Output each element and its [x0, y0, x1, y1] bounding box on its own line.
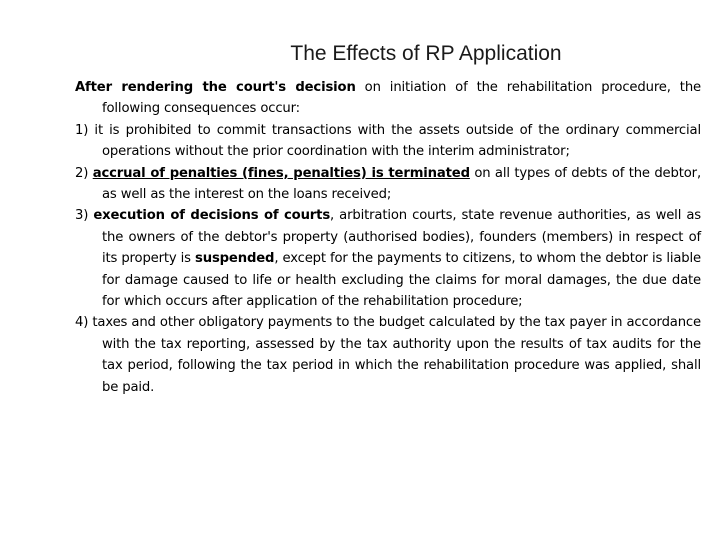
list-item-3 — [75, 205, 701, 312]
list-item-1 — [75, 120, 701, 163]
item-2-emphasis: accrual of penalties (fines, penalties) is terminated — [92, 165, 470, 181]
item-2-number: 2) — [75, 165, 93, 181]
item-2-rest: on all types of debts of the debtor, as well as the interest on the loans received; — [102, 165, 701, 203]
intro-paragraph — [75, 77, 701, 120]
item-3-emphasis-2: suspended — [195, 251, 275, 267]
item-3-number: 3) — [75, 208, 94, 224]
intro-rest: on initiation of the rehabilitation procedure, the following consequences occur: — [102, 80, 701, 117]
item-3-rest: , except for the payments to citizens, to whom the debtor is liable for damage caused to life or health excluding the claims for moral damages, the due date for which occurs after application of the rehabilitation procedure; — [102, 251, 702, 310]
item-1-text: 1) it is prohibited to commit transactions with the assets outside of the ordinary commercial operations without the prior coordination with the interim administrator; — [75, 122, 701, 160]
list-item-4 — [75, 312, 701, 398]
list-item-2 — [75, 163, 701, 206]
slide-body — [75, 77, 701, 398]
slide-title: The Effects of RP Application — [290, 42, 562, 65]
item-3-emphasis: execution of decisions of courts — [93, 208, 331, 224]
intro-lead: After rendering the court's decision — [75, 80, 356, 95]
item-4-text: 4) taxes and other obligatory payments to the budget calculated by the tax payer in accordance with the tax reporting, assessed by the tax authority upon the results of tax audits for the tax period, following the tax period in which the rehabilitation procedure was applied, shall be paid. — [75, 315, 701, 395]
item-3-middle: , arbitration courts, state revenue authorities, as well as the owners of the debtor's property (authorised bodies), founders (members) in respect of its property is — [102, 208, 701, 267]
